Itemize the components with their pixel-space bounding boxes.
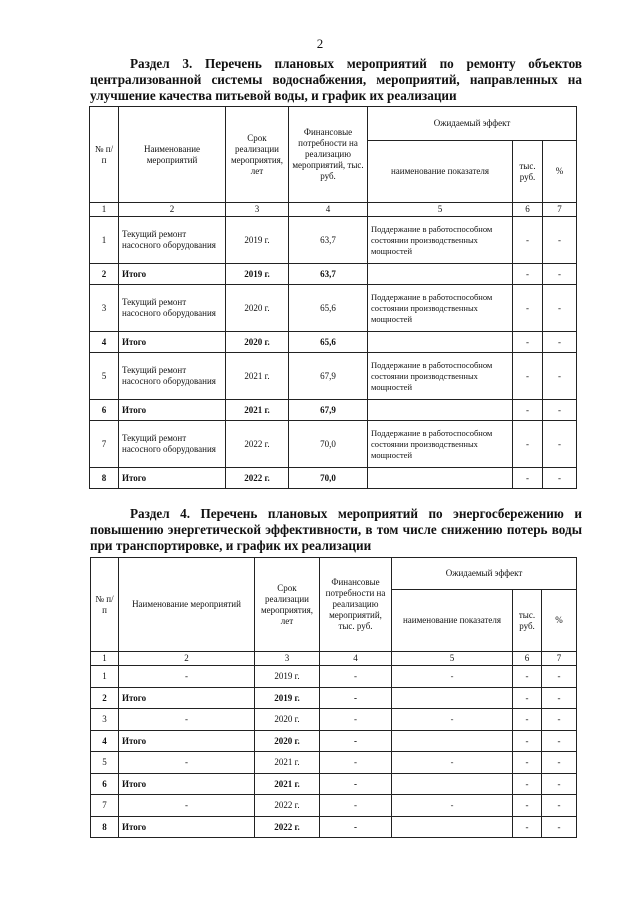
row-indicator: Поддержание в работоспособном состоянии производственных мощностей: [368, 353, 513, 400]
table-row: [90, 400, 577, 421]
row-indicator: -: [392, 795, 513, 817]
row-name: -: [119, 795, 255, 817]
table-row: [91, 731, 577, 752]
column-number-row: [90, 203, 577, 217]
row-percent: -: [542, 795, 577, 817]
row-indicator: [392, 774, 513, 795]
row-amount: -: [320, 752, 392, 774]
row-name: Итого: [119, 817, 255, 838]
row-indicator: [392, 731, 513, 752]
row-year: 2021 г.: [255, 752, 320, 774]
table-row: [90, 421, 577, 468]
row-percent: -: [543, 421, 577, 468]
row-rub: -: [513, 468, 543, 489]
row-number: 3: [91, 709, 119, 731]
row-rub: -: [513, 688, 542, 709]
row-year: 2020 г.: [226, 332, 289, 353]
row-name: -: [119, 752, 255, 774]
column-number: 6: [513, 203, 543, 217]
column-number: 2: [119, 203, 226, 217]
row-rub: -: [513, 709, 542, 731]
row-name: Итого: [119, 731, 255, 752]
row-indicator: [368, 468, 513, 489]
row-name: -: [119, 666, 255, 688]
row-rub: -: [513, 752, 542, 774]
header-indicator: наименование показателя: [368, 141, 513, 203]
table-row: [90, 217, 577, 264]
column-number-row: [91, 652, 577, 666]
row-percent: -: [542, 709, 577, 731]
row-amount: 70,0: [289, 468, 368, 489]
header-rub: тыс. руб.: [513, 590, 542, 652]
row-rub: -: [513, 731, 542, 752]
row-percent: -: [543, 285, 577, 332]
row-year: 2019 г.: [226, 264, 289, 285]
row-amount: 65,6: [289, 285, 368, 332]
row-rub: -: [513, 421, 543, 468]
row-percent: -: [542, 752, 577, 774]
row-percent: -: [543, 353, 577, 400]
row-percent: -: [543, 264, 577, 285]
row-percent: -: [542, 666, 577, 688]
column-number: 1: [90, 203, 119, 217]
row-indicator: -: [392, 666, 513, 688]
row-amount: 67,9: [289, 400, 368, 421]
row-indicator: [368, 264, 513, 285]
row-amount: -: [320, 817, 392, 838]
header-effect: Ожидаемый эффект: [368, 107, 577, 141]
row-name: Итого: [119, 264, 226, 285]
row-amount: 65,6: [289, 332, 368, 353]
row-rub: -: [513, 666, 542, 688]
row-year: 2019 г.: [255, 688, 320, 709]
row-number: 6: [91, 774, 119, 795]
row-year: 2019 г.: [255, 666, 320, 688]
row-indicator: Поддержание в работоспособном состоянии производственных мощностей: [368, 285, 513, 332]
row-rub: -: [513, 795, 542, 817]
section-3-table: [89, 106, 577, 489]
row-number: 4: [91, 731, 119, 752]
row-number: 5: [90, 353, 119, 400]
table-row: [91, 795, 577, 817]
row-indicator: Поддержание в работоспособном состоянии производственных мощностей: [368, 421, 513, 468]
column-number: 1: [91, 652, 119, 666]
row-indicator: Поддержание в работоспособном состоянии производственных мощностей: [368, 217, 513, 264]
row-year: 2019 г.: [226, 217, 289, 264]
row-year: 2022 г.: [255, 817, 320, 838]
row-name: Итого: [119, 332, 226, 353]
row-rub: -: [513, 264, 543, 285]
row-amount: 67,9: [289, 353, 368, 400]
row-year: 2022 г.: [255, 795, 320, 817]
row-percent: -: [542, 731, 577, 752]
row-number: 7: [90, 421, 119, 468]
row-indicator: [392, 688, 513, 709]
row-indicator: [368, 332, 513, 353]
column-number: 2: [119, 652, 255, 666]
row-rub: -: [513, 353, 543, 400]
header-name: Наименование мероприятий: [119, 558, 255, 652]
row-amount: 70,0: [289, 421, 368, 468]
row-percent: -: [542, 774, 577, 795]
column-number: 4: [289, 203, 368, 217]
header-name: Наименование мероприятий: [119, 107, 226, 203]
header-percent: %: [543, 141, 577, 203]
row-name: Текущий ремонт насосного оборудования: [119, 217, 226, 264]
row-percent: -: [543, 217, 577, 264]
table-row: [90, 285, 577, 332]
section-3-rows: [90, 217, 577, 489]
row-name: Итого: [119, 688, 255, 709]
row-indicator: -: [392, 752, 513, 774]
row-name: -: [119, 709, 255, 731]
row-rub: -: [513, 400, 543, 421]
row-number: 1: [90, 217, 119, 264]
page-number: 2: [316, 36, 324, 51]
row-year: 2020 г.: [255, 709, 320, 731]
header-finance: Финансовые потребности на реализацию мероприятий, тыс. руб.: [320, 558, 392, 652]
row-name: Итого: [119, 400, 226, 421]
row-indicator: [368, 400, 513, 421]
row-number: 3: [90, 285, 119, 332]
row-name: Текущий ремонт насосного оборудования: [119, 353, 226, 400]
row-amount: -: [320, 709, 392, 731]
column-number: 3: [255, 652, 320, 666]
table-row: [91, 817, 577, 838]
column-number: 6: [513, 652, 542, 666]
row-amount: -: [320, 666, 392, 688]
row-percent: -: [542, 817, 577, 838]
column-number: 3: [226, 203, 289, 217]
column-number: 5: [368, 203, 513, 217]
row-number: 2: [91, 688, 119, 709]
row-number: 6: [90, 400, 119, 421]
row-rub: -: [513, 217, 543, 264]
row-indicator: -: [392, 709, 513, 731]
row-amount: -: [320, 688, 392, 709]
table-row: [91, 774, 577, 795]
table-row: [91, 709, 577, 731]
row-year: 2021 г.: [226, 353, 289, 400]
header-num: № п/п: [91, 558, 119, 652]
row-amount: 63,7: [289, 264, 368, 285]
row-percent: -: [543, 332, 577, 353]
section-3-heading: Раздел 3. Перечень плановых мероприятий по ремонту объектов централизованной системы водоснабжения, мероприятий, направленных на улучшение качества питьевой воды, и график их реализации: [90, 56, 582, 103]
row-name: Итого: [119, 468, 226, 489]
row-amount: 63,7: [289, 217, 368, 264]
section-4-table: [90, 557, 577, 838]
row-indicator: [392, 817, 513, 838]
header-term: Срок реализации мероприятия, лет: [226, 107, 289, 203]
header-rub: тыс. руб.: [513, 141, 543, 203]
column-number: 7: [543, 203, 577, 217]
row-amount: -: [320, 795, 392, 817]
header-effect: Ожидаемый эффект: [392, 558, 577, 590]
row-rub: -: [513, 285, 543, 332]
row-year: 2020 г.: [255, 731, 320, 752]
column-number: 5: [392, 652, 513, 666]
header-term: Срок реализации мероприятия, лет: [255, 558, 320, 652]
row-year: 2022 г.: [226, 468, 289, 489]
section-4-rows: [91, 666, 577, 838]
row-name: Текущий ремонт насосного оборудования: [119, 285, 226, 332]
table-row: [91, 666, 577, 688]
header-finance: Финансовые потребности на реализацию мероприятий, тыс. руб.: [289, 107, 368, 203]
row-year: 2020 г.: [226, 285, 289, 332]
row-year: 2021 г.: [255, 774, 320, 795]
row-rub: -: [513, 332, 543, 353]
row-percent: -: [542, 688, 577, 709]
table-row: [90, 468, 577, 489]
row-rub: -: [513, 774, 542, 795]
row-number: 8: [90, 468, 119, 489]
row-name: Текущий ремонт насосного оборудования: [119, 421, 226, 468]
row-amount: -: [320, 731, 392, 752]
row-percent: -: [543, 400, 577, 421]
section-4-heading: Раздел 4. Перечень плановых мероприятий по энергосбережению и повышению энергетической эффективности, в том числе снижению потерь воды при транспортировке, и график их реализации: [90, 506, 582, 553]
row-year: 2021 г.: [226, 400, 289, 421]
row-rub: -: [513, 817, 542, 838]
table-row: [91, 752, 577, 774]
header-percent: %: [542, 590, 577, 652]
row-number: 7: [91, 795, 119, 817]
row-name: Итого: [119, 774, 255, 795]
header-indicator: наименование показателя: [392, 590, 513, 652]
column-number: 4: [320, 652, 392, 666]
row-number: 1: [91, 666, 119, 688]
row-amount: -: [320, 774, 392, 795]
table-row: [90, 353, 577, 400]
row-percent: -: [543, 468, 577, 489]
table-row: [90, 332, 577, 353]
row-number: 2: [90, 264, 119, 285]
row-number: 4: [90, 332, 119, 353]
row-number: 8: [91, 817, 119, 838]
column-number: 7: [542, 652, 577, 666]
table-row: [91, 688, 577, 709]
row-year: 2022 г.: [226, 421, 289, 468]
row-number: 5: [91, 752, 119, 774]
table-row: [90, 264, 577, 285]
header-num: № п/п: [90, 107, 119, 203]
